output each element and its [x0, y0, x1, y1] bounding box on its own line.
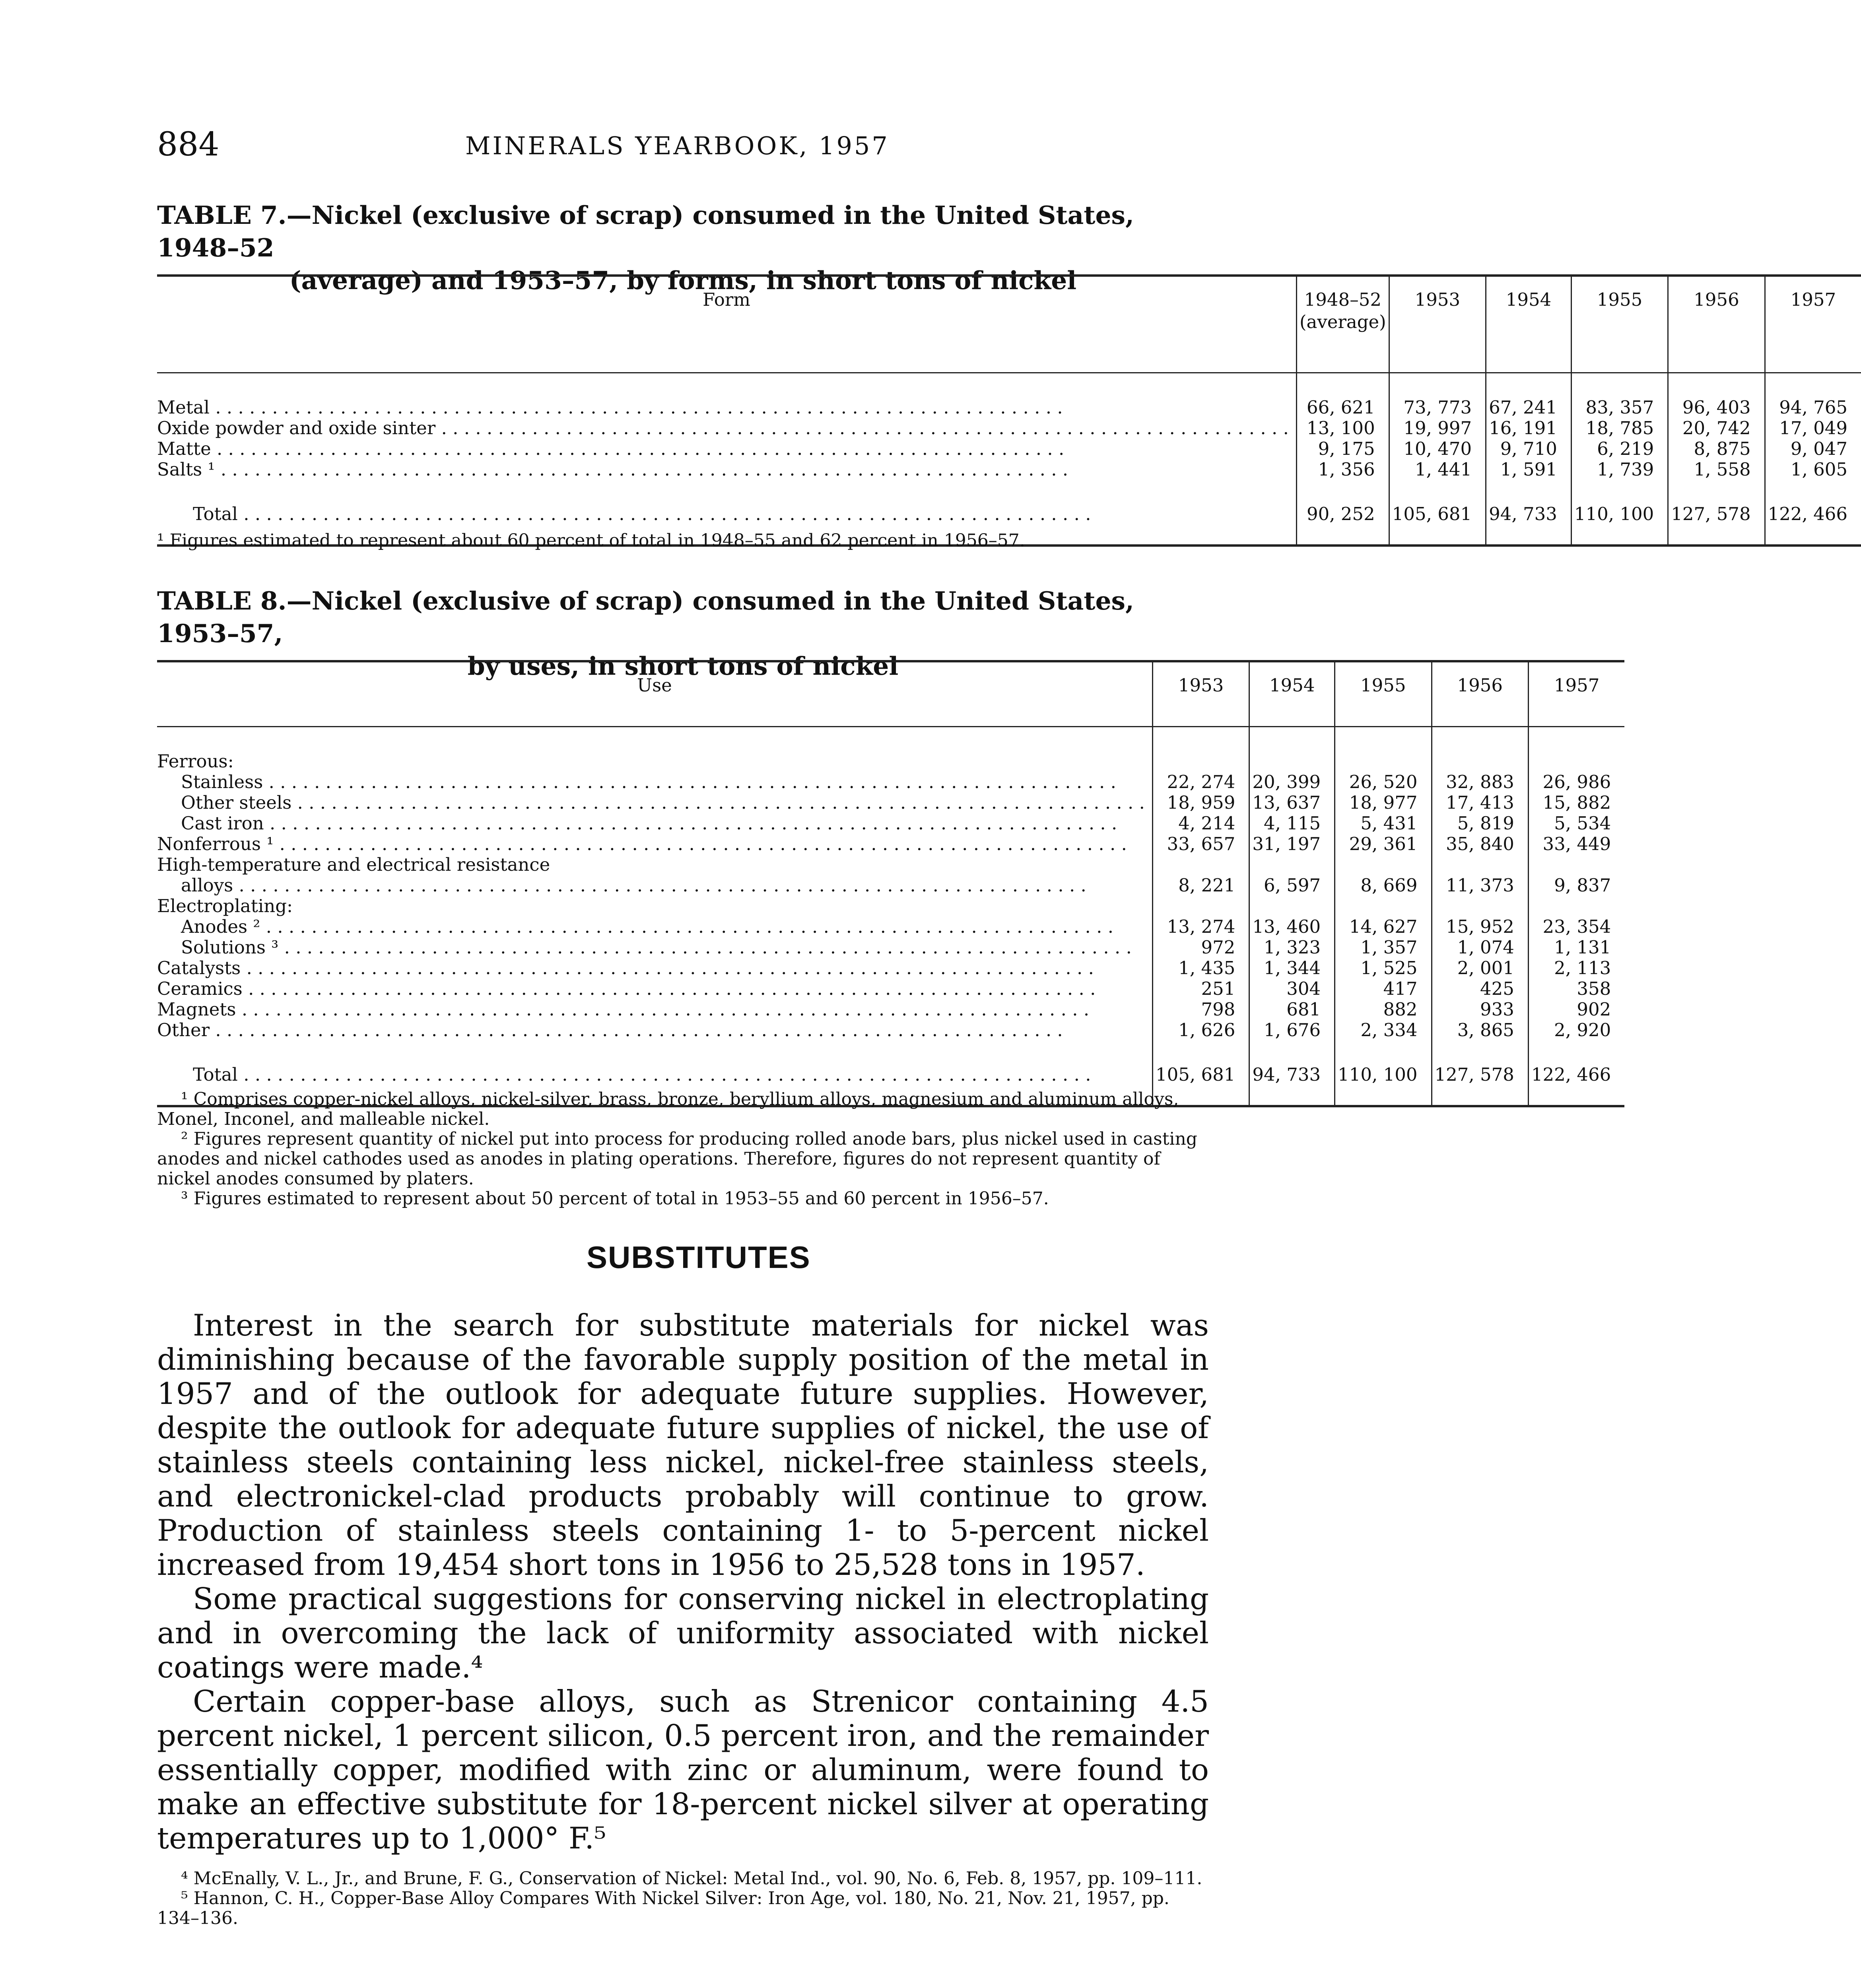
table-cell: 96, 403: [1668, 397, 1765, 418]
row-label: Oxide powder and oxide sinter . . .: [157, 418, 1289, 439]
table-cell: 902: [1528, 999, 1624, 1020]
table8-footnote-3: ³ Figures estimated to represent about 50 percent of total in 1953–55 and 60 percent in 1956–57.: [181, 1188, 1049, 1209]
table-cell: 33, 657: [1152, 834, 1249, 854]
table-cell: 1, 344: [1249, 958, 1335, 978]
table-cell: 90, 252: [1296, 504, 1389, 546]
table-cell: 251: [1152, 978, 1249, 999]
table-cell: 73, 773: [1389, 397, 1486, 418]
table-cell: 94, 733: [1486, 504, 1572, 546]
table-row: [157, 916, 1624, 937]
table7-caption-line2: (average) and 1953–57, by forms, in short tons of nickel: [289, 266, 1077, 295]
table-cell: 16, 191: [1486, 418, 1572, 439]
table8-col-1957: 1957: [1528, 661, 1624, 727]
table-cell: 67, 241: [1486, 397, 1572, 418]
table-row: [157, 854, 1624, 875]
table-cell: 1, 323: [1249, 937, 1335, 958]
table-row: [157, 875, 1624, 896]
table-cell: 23, 354: [1528, 916, 1624, 937]
table-cell: 9, 047: [1765, 439, 1861, 459]
table8-header-row: [157, 661, 1624, 727]
table-group-row: [157, 896, 1624, 916]
row-label: Stainless . . .: [181, 772, 1145, 792]
table-cell: 83, 357: [1571, 397, 1668, 418]
table-cell: 425: [1432, 978, 1528, 999]
table-cell: 26, 520: [1335, 772, 1432, 792]
table-cell: 1, 435: [1152, 958, 1249, 978]
row-label: Cast iron . . .: [181, 813, 1145, 834]
group-label-electroplating: Electroplating:: [157, 895, 293, 916]
table-cell: 31, 197: [1249, 834, 1335, 854]
table-cell: 110, 100: [1571, 504, 1668, 546]
table-cell: 6, 597: [1249, 875, 1335, 896]
table8-col-use: Use: [157, 661, 1152, 727]
section-body: [157, 1308, 1209, 1855]
table-row: [157, 439, 1861, 459]
table-cell: 17, 413: [1432, 792, 1528, 813]
table-cell: 22, 274: [1152, 772, 1249, 792]
table-cell: 122, 466: [1528, 1064, 1624, 1106]
running-title: MINERALS YEARBOOK, 1957: [465, 131, 890, 160]
table-cell: 122, 466: [1765, 504, 1861, 546]
row-label: Nonferrous ¹ . . .: [157, 834, 1145, 854]
table7: [157, 274, 1861, 547]
table-cell: 1, 591: [1486, 459, 1572, 480]
table-cell: 8, 221: [1152, 875, 1249, 896]
table-cell: 15, 952: [1432, 916, 1528, 937]
row-label: Magnets . . .: [157, 999, 1145, 1020]
table-group-row: [157, 751, 1624, 772]
table-cell: 5, 431: [1335, 813, 1432, 834]
table-cell: 798: [1152, 999, 1249, 1020]
table8-footnote-2: ² Figures represent quantity of nickel put into process for producing rolled anode bars, plus nickel used in casting anodes and nickel cathodes used as anodes in plating operations. Therefore, figures do not represent quantity of nickel anodes consumed by platers.: [157, 1129, 1197, 1189]
table-cell: 33, 449: [1528, 834, 1624, 854]
table-cell: 1, 074: [1432, 937, 1528, 958]
table-cell: 1, 357: [1335, 937, 1432, 958]
table-cell: 8, 875: [1668, 439, 1765, 459]
table-cell: 32, 883: [1432, 772, 1528, 792]
row-label: Metal . . .: [157, 397, 1289, 418]
table7-col-1954: 1954: [1486, 276, 1572, 373]
table7-caption-line1: TABLE 7.—Nickel (exclusive of scrap) consumed in the United States, 1948–52: [157, 200, 1134, 262]
table-cell: 1, 131: [1528, 937, 1624, 958]
paragraph: Certain copper-base alloys, such as Strenicor containing 4.5 percent nickel, 1 percent silicon, 0.5 percent iron, and the remainder essentially copper, modified with zinc or aluminum, were found to make an effective substitute for 18-percent nickel silver at operating temperatures up to 1,000° F.⁵: [157, 1684, 1209, 1856]
table-row: [157, 459, 1861, 480]
table-cell: 1, 525: [1335, 958, 1432, 978]
table-cell: 20, 742: [1668, 418, 1765, 439]
table8-col-1955: 1955: [1335, 661, 1432, 727]
table7-col-1953: 1953: [1389, 276, 1486, 373]
table7-col-form: Form: [157, 276, 1296, 373]
table7-col-avg: 1948–52 (average): [1296, 276, 1389, 373]
table-cell: 13, 100: [1296, 418, 1389, 439]
row-label-hightemp-line1: High-temperature and electrical resistance: [157, 854, 550, 875]
table7-col-1956: 1956: [1668, 276, 1765, 373]
table-cell: 1, 676: [1249, 1020, 1335, 1041]
table-row: [157, 418, 1861, 439]
row-label: Anodes ² . . .: [181, 916, 1145, 937]
table-cell: 4, 214: [1152, 813, 1249, 834]
table7-footnote: ¹ Figures estimated to represent about 60 percent of total in 1948–55 and 62 percent in 1956–57.: [157, 530, 1025, 551]
row-label: Other . . .: [157, 1020, 1145, 1041]
page-footnotes: [157, 1869, 1209, 1928]
table8-col-1956: 1956: [1432, 661, 1528, 727]
table-row: [157, 999, 1624, 1020]
paragraph: Some practical suggestions for conserving nickel in electroplating and in overcoming the lack of uniformity associated with nickel coatings were made.⁴: [157, 1581, 1209, 1685]
table-cell: 19, 997: [1389, 418, 1486, 439]
table8-footnotes: [157, 1089, 1209, 1209]
table7-col-1957: 1957: [1765, 276, 1861, 373]
table-cell: 29, 361: [1335, 834, 1432, 854]
table8-col-1953: 1953: [1152, 661, 1249, 727]
table-cell: 66, 621: [1296, 397, 1389, 418]
table8: [157, 660, 1624, 1107]
table-cell: 6, 219: [1571, 439, 1668, 459]
paragraph: Interest in the search for substitute materials for nickel was diminishing because of the favorable supply position of the metal in 1957 and of the outlook for adequate future supplies. However, despite the outlook for adequate future supplies of nickel, the use of stainless steels containing less nickel, nickel-free stainless steels, and electronickel-clad products probably will continue to grow. Production of stainless steels containing 1- to 5-percent nickel increased from 19,454 short tons in 1956 to 25,528 tons in 1957.: [157, 1308, 1209, 1582]
table-row: [157, 397, 1861, 418]
table-cell: 2, 920: [1528, 1020, 1624, 1041]
table-cell: 26, 986: [1528, 772, 1624, 792]
table-cell: 2, 334: [1335, 1020, 1432, 1041]
row-label: Total . . .: [193, 504, 1289, 524]
table-cell: 10, 470: [1389, 439, 1486, 459]
table-cell: 18, 977: [1335, 792, 1432, 813]
table-cell: 1, 441: [1389, 459, 1486, 480]
page-number: 884: [157, 126, 220, 163]
table-row: [157, 834, 1624, 854]
section-heading: SUBSTITUTES: [587, 1240, 811, 1275]
table-cell: 8, 669: [1335, 875, 1432, 896]
table7-col-1955: 1955: [1571, 276, 1668, 373]
table-cell: 417: [1335, 978, 1432, 999]
table-cell: 20, 399: [1249, 772, 1335, 792]
table-cell: 882: [1335, 999, 1432, 1020]
table-cell: 5, 534: [1528, 813, 1624, 834]
table-row: [157, 1020, 1624, 1041]
table-cell: 94, 765: [1765, 397, 1861, 418]
table-cell: 105, 681: [1152, 1064, 1249, 1106]
table-cell: 2, 113: [1528, 958, 1624, 978]
table-cell: 4, 115: [1249, 813, 1335, 834]
table-row: [157, 958, 1624, 978]
footnote-4: ⁴ McEnally, V. L., Jr., and Brune, F. G., Conservation of Nickel: Metal Ind., vol. 90, No. 6, Feb. 8, 1957, pp. 109–111.: [181, 1868, 1202, 1889]
table-cell: 110, 100: [1335, 1064, 1432, 1106]
table-cell: 1, 626: [1152, 1020, 1249, 1041]
row-label: Salts ¹ . . .: [157, 459, 1289, 480]
table8-footnote-1: ¹ Comprises copper-nickel alloys, nickel-silver, brass, bronze, beryllium alloys, magnesium and aluminum alloys, Monel, Inconel, and malleable nickel.: [157, 1089, 1179, 1129]
table-cell: 1, 605: [1765, 459, 1861, 480]
table-cell: 127, 578: [1668, 504, 1765, 546]
table-cell: 105, 681: [1389, 504, 1486, 546]
table-cell: 9, 837: [1528, 875, 1624, 896]
table-cell: 18, 785: [1571, 418, 1668, 439]
table-cell: 5, 819: [1432, 813, 1528, 834]
table-row: [157, 792, 1624, 813]
table-row: [157, 772, 1624, 792]
table-cell: 304: [1249, 978, 1335, 999]
table-cell: 9, 175: [1296, 439, 1389, 459]
table-row: [157, 978, 1624, 999]
table-cell: 358: [1528, 978, 1624, 999]
table-cell: 17, 049: [1765, 418, 1861, 439]
table-cell: 1, 558: [1668, 459, 1765, 480]
table-cell: 972: [1152, 937, 1249, 958]
table-cell: 1, 356: [1296, 459, 1389, 480]
table-cell: 18, 959: [1152, 792, 1249, 813]
row-label: Matte . . .: [157, 439, 1289, 459]
table8-caption-line1: TABLE 8.—Nickel (exclusive of scrap) consumed in the United States, 1953–57,: [157, 586, 1134, 648]
footnote-5: ⁵ Hannon, C. H., Copper-Base Alloy Compares With Nickel Silver: Iron Age, vol. 180, No. 21, Nov. 21, 1957, pp. 134–136.: [157, 1888, 1169, 1928]
table-cell: 13, 274: [1152, 916, 1249, 937]
table8-caption-line2: by uses, in short tons of nickel: [467, 651, 899, 681]
table-cell: 9, 710: [1486, 439, 1572, 459]
table-cell: 933: [1432, 999, 1528, 1020]
table7-header-row: [157, 276, 1861, 373]
row-label: alloys . . .: [181, 875, 1145, 896]
table-cell: 11, 373: [1432, 875, 1528, 896]
row-label: Total . . .: [193, 1064, 1145, 1085]
row-label: Solutions ³ . . .: [181, 937, 1145, 958]
table-cell: 13, 637: [1249, 792, 1335, 813]
table-cell: 127, 578: [1432, 1064, 1528, 1106]
table-row: [157, 813, 1624, 834]
table-cell: 3, 865: [1432, 1020, 1528, 1041]
table-cell: 1, 739: [1571, 459, 1668, 480]
row-label: Ceramics . . .: [157, 978, 1145, 999]
table-cell: 94, 733: [1249, 1064, 1335, 1106]
table8-col-1954: 1954: [1249, 661, 1335, 727]
table-cell: 2, 001: [1432, 958, 1528, 978]
table-cell: 14, 627: [1335, 916, 1432, 937]
table-row: [157, 937, 1624, 958]
table-cell: 15, 882: [1528, 792, 1624, 813]
table-cell: 681: [1249, 999, 1335, 1020]
row-label: Other steels . . .: [181, 792, 1145, 813]
table-cell: 13, 460: [1249, 916, 1335, 937]
row-label: Catalysts . . .: [157, 958, 1145, 978]
table-cell: 35, 840: [1432, 834, 1528, 854]
group-label-ferrous: Ferrous:: [157, 751, 234, 772]
